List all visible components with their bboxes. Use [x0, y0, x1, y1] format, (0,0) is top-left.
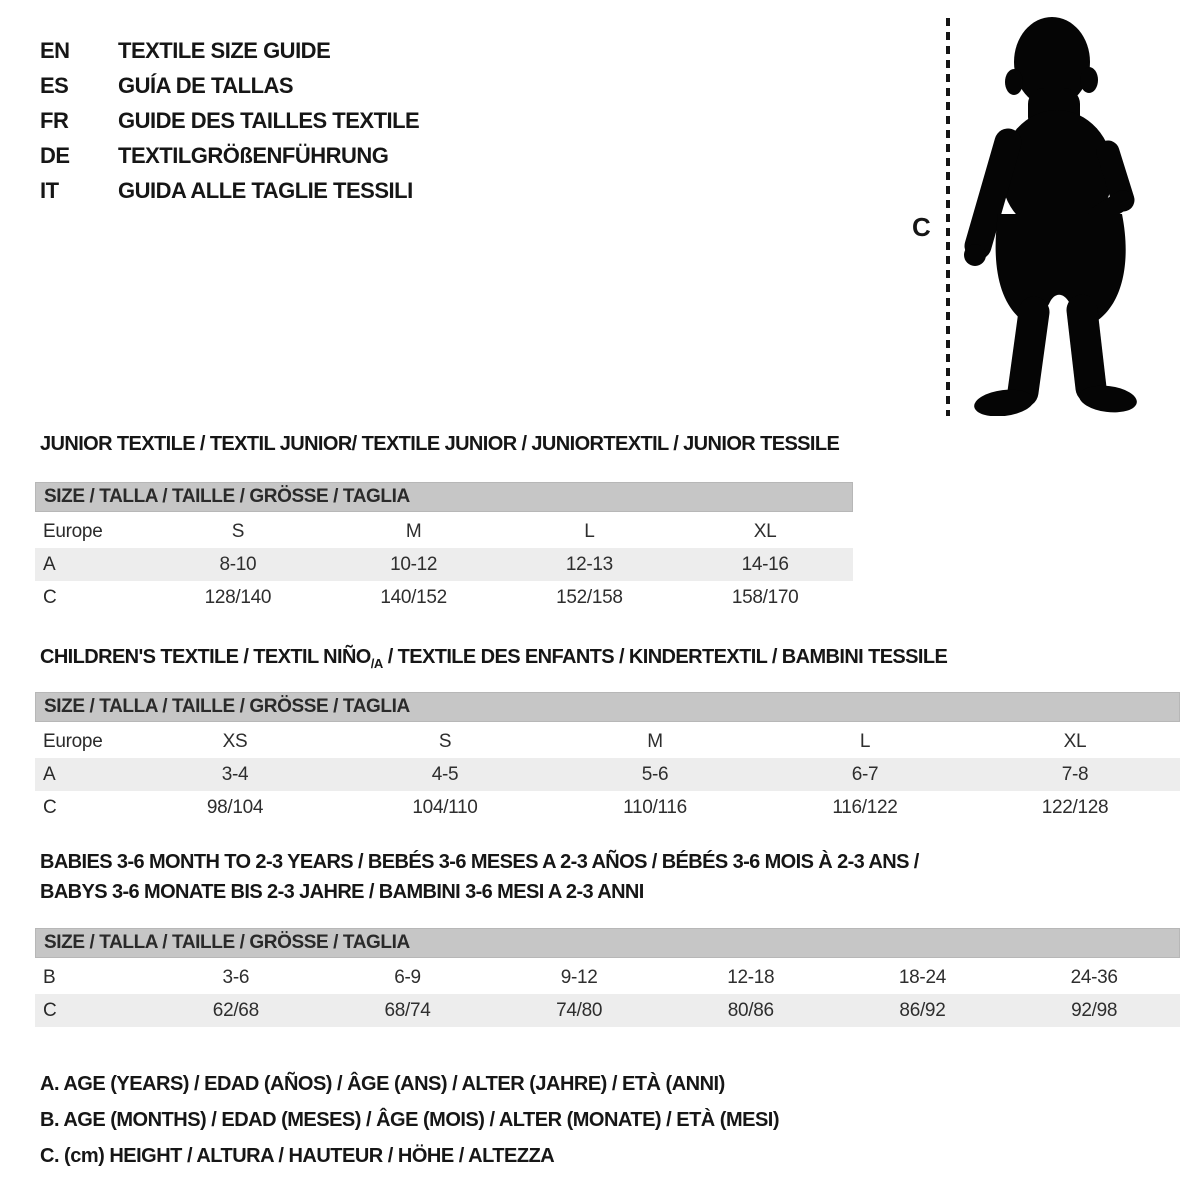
table-cell: 5-6	[641, 763, 669, 785]
language-header	[40, 33, 419, 208]
language-row	[40, 33, 419, 68]
section-title-children	[40, 646, 947, 671]
table-row	[35, 791, 1180, 824]
size-table-junior	[35, 482, 853, 614]
table-cell: M	[405, 520, 422, 542]
size-table-header: SIZE / TALLA / TAILLE / GRÖSSE / TAGLIA	[35, 928, 1180, 958]
size-table-babies	[35, 928, 1180, 1027]
table-row	[35, 581, 853, 614]
size-table-header: SIZE / TALLA / TAILLE / GRÖSSE / TAGLIA	[35, 482, 853, 512]
table-cell: 98/104	[206, 796, 264, 818]
size-table-children	[35, 692, 1180, 824]
table-cell: 86/92	[899, 999, 946, 1021]
table-cell: 80/86	[727, 999, 774, 1021]
legend-line-c: C. (cm) HEIGHT / ALTURA / HAUTEUR / HÖHE / ALTEZZA	[40, 1145, 555, 1167]
language-code: EN	[40, 37, 70, 63]
table-cell: S	[231, 520, 245, 542]
junior-size-table	[35, 515, 853, 614]
children-size-table	[35, 725, 1180, 824]
section-title-babies	[40, 847, 919, 907]
table-cell: 140/152	[380, 586, 447, 608]
table-cell: L	[859, 730, 871, 752]
table-row	[35, 548, 853, 581]
row-label: A	[43, 553, 56, 575]
babies-title-line1: BABIES 3-6 MONTH TO 2-3 YEARS / BEBÉS 3-6 MESES A 2-3 AÑOS / BÉBÉS 3-6 MOIS À 2-3 ANS /	[40, 851, 919, 873]
children-title-rest: / TEXTILE DES ENFANTS / KINDERTEXTIL / BAMBINI TESSILE	[382, 646, 948, 668]
language-label: GUIDE DES TAILLES TEXTILE	[118, 107, 420, 133]
table-cell: 92/98	[1071, 999, 1118, 1021]
section-title-junior: JUNIOR TEXTILE / TEXTIL JUNIOR/ TEXTILE JUNIOR / JUNIORTEXTIL / JUNIOR TESSILE	[40, 433, 840, 455]
babies-size-table	[35, 961, 1180, 1027]
table-cell: 122/128	[1041, 796, 1109, 818]
table-cell: S	[438, 730, 452, 752]
language-row	[40, 68, 419, 103]
table-cell: 18-24	[898, 966, 946, 988]
babies-title-line2: BABYS 3-6 MONATE BIS 2-3 JAHRE / BAMBINI 3-6 MESI A 2-3 ANNI	[40, 881, 644, 903]
table-cell: 24-36	[1070, 966, 1118, 988]
table-cell: L	[584, 520, 595, 542]
row-label: Europe	[43, 520, 103, 542]
row-label: C	[43, 586, 57, 608]
table-cell: 10-12	[390, 553, 438, 575]
language-label: GUIDA ALLE TAGLIE TESSILI	[118, 177, 413, 203]
table-cell: 68/74	[384, 999, 431, 1021]
table-cell: 116/122	[832, 796, 898, 818]
language-code: IT	[40, 177, 59, 203]
row-label: C	[43, 796, 57, 818]
language-row	[40, 103, 419, 138]
language-code: FR	[40, 107, 69, 133]
table-row	[35, 961, 1180, 994]
table-cell: 6-7	[851, 763, 879, 785]
table-cell: 6-9	[394, 966, 421, 988]
language-row	[40, 138, 419, 173]
table-cell: 7-8	[1061, 763, 1089, 785]
language-code: ES	[40, 72, 69, 98]
row-label: B	[43, 966, 56, 988]
table-cell: 152/158	[556, 586, 623, 608]
language-row	[40, 173, 419, 208]
table-cell: 158/170	[731, 586, 799, 608]
table-cell: 3-6	[222, 966, 250, 988]
table-cell: 8-10	[219, 553, 257, 575]
language-label: TEXTILGRÖßENFÜHRUNG	[118, 142, 389, 168]
row-label: A	[43, 763, 56, 785]
table-cell: XL	[753, 520, 777, 542]
children-title-main: CHILDREN'S TEXTILE / TEXTIL NIÑO	[40, 646, 371, 668]
table-cell: 14-16	[741, 553, 789, 575]
legend-line-b: B. AGE (MONTHS) / EDAD (MESES) / ÂGE (MOIS) / ALTER (MONATE) / ETÀ (MESI)	[40, 1109, 780, 1131]
table-row	[35, 725, 1180, 758]
measure-label-c: C	[912, 212, 931, 242]
table-row	[35, 515, 853, 548]
toddler-silhouette-image	[962, 14, 1140, 416]
table-row	[35, 994, 1180, 1027]
height-measure-dashed-line	[946, 18, 950, 416]
children-title-subscript: /A	[370, 656, 383, 671]
table-cell: 12-13	[565, 553, 613, 575]
table-cell: 4-5	[431, 763, 459, 785]
table-row	[35, 758, 1180, 791]
row-label: C	[43, 999, 57, 1021]
table-cell: 104/110	[412, 796, 478, 818]
row-label: Europe	[43, 730, 103, 752]
legend	[40, 1066, 779, 1174]
table-cell: 74/80	[556, 999, 603, 1021]
size-table-header: SIZE / TALLA / TAILLE / GRÖSSE / TAGLIA	[35, 692, 1180, 722]
table-cell: XL	[1063, 730, 1087, 752]
table-cell: 62/68	[212, 999, 259, 1021]
table-cell: 3-4	[221, 763, 249, 785]
language-code: DE	[40, 142, 70, 168]
table-cell: M	[647, 730, 663, 752]
language-label: TEXTILE SIZE GUIDE	[118, 37, 331, 63]
table-cell: 128/140	[204, 586, 272, 608]
table-cell: XS	[222, 730, 248, 752]
table-cell: 9-12	[560, 966, 598, 988]
language-label: GUÍA DE TALLAS	[118, 72, 294, 98]
table-cell: 12-18	[727, 966, 775, 988]
table-cell: 110/116	[623, 796, 687, 818]
legend-line-a: A. AGE (YEARS) / EDAD (AÑOS) / ÂGE (ANS) / ALTER (JAHRE) / ETÀ (ANNI)	[40, 1073, 725, 1095]
